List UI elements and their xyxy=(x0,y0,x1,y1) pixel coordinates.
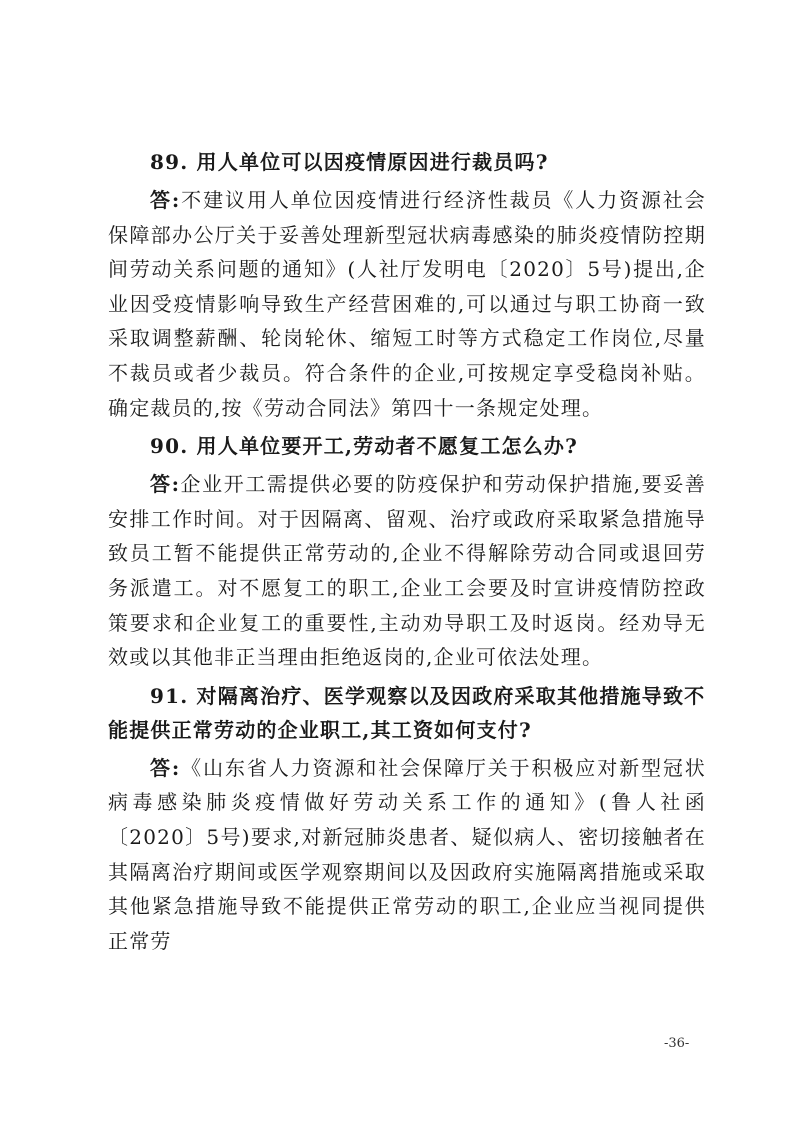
answer-label: 答: xyxy=(150,755,181,780)
answer-label: 答: xyxy=(150,188,181,212)
answer-text: 《山东省人力资源和社会保障厅关于积极应对新型冠状病毒感染肺炎疫情做好劳动关系工作的通知》(鲁人社函〔2020〕5号)要求,对新冠肺炎患者、疑似病人、密切接触者在其隔离治疗期间或医学观察期间以及因政府实施隔离措施或采取其他紧急措施导致不能提供正常劳动的职工,企业应当视同提供正常劳 xyxy=(108,755,706,953)
answer-text: 不建议用人单位因疫情进行经济性裁员《人力资源社会保障部办公厅关于妥善处理新型冠状病毒感染的肺炎疫情防控期间劳动关系问题的通知》(人社厅发明电〔2020〕5号)提出,企业因受疫情影响导致生产经营困难的,可以通过与职工协商一致采取调整薪酬、轮岗轮休、缩短工时等方式稳定工作岗位,尽量不裁员或者少裁员。符合条件的企业,可按规定享受稳岗补贴。确定裁员的,按《劳动合同法》第四十一条规定处理。 xyxy=(108,188,706,420)
document-body xyxy=(108,145,706,958)
answer-label: 答: xyxy=(150,472,181,497)
question-89: 89. 用人单位可以因疫情原因进行裁员吗? xyxy=(150,150,549,174)
page-number: -36- xyxy=(664,1036,690,1051)
answer-90 xyxy=(108,467,706,675)
answer-text: 企业开工需提供必要的防疫保护和劳动保护措施,要妥善安排工作时间。对于因隔离、留观、治疗或政府采取紧急措施导致员工暂不能提供正常劳动的,企业不得解除劳动合同或退回劳务派遣工。对不愿复工的职工,企业工会要及时宣讲疫情防控政策要求和企业复工的重要性,主动劝导职工及时返岗。经劝导无效或以其他非正当理由拒绝返岗的,企业可依法处理。 xyxy=(108,472,706,670)
answer-89 xyxy=(108,183,706,425)
answer-91 xyxy=(108,751,706,959)
question-91: 91. 对隔离治疗、医学观察以及因政府采取其他措施导致不能提供正常劳动的企业职工,其工资如何支付? xyxy=(108,683,706,742)
question-90: 90. 用人单位要开工,劳动者不愿复工怎么办? xyxy=(150,434,579,459)
